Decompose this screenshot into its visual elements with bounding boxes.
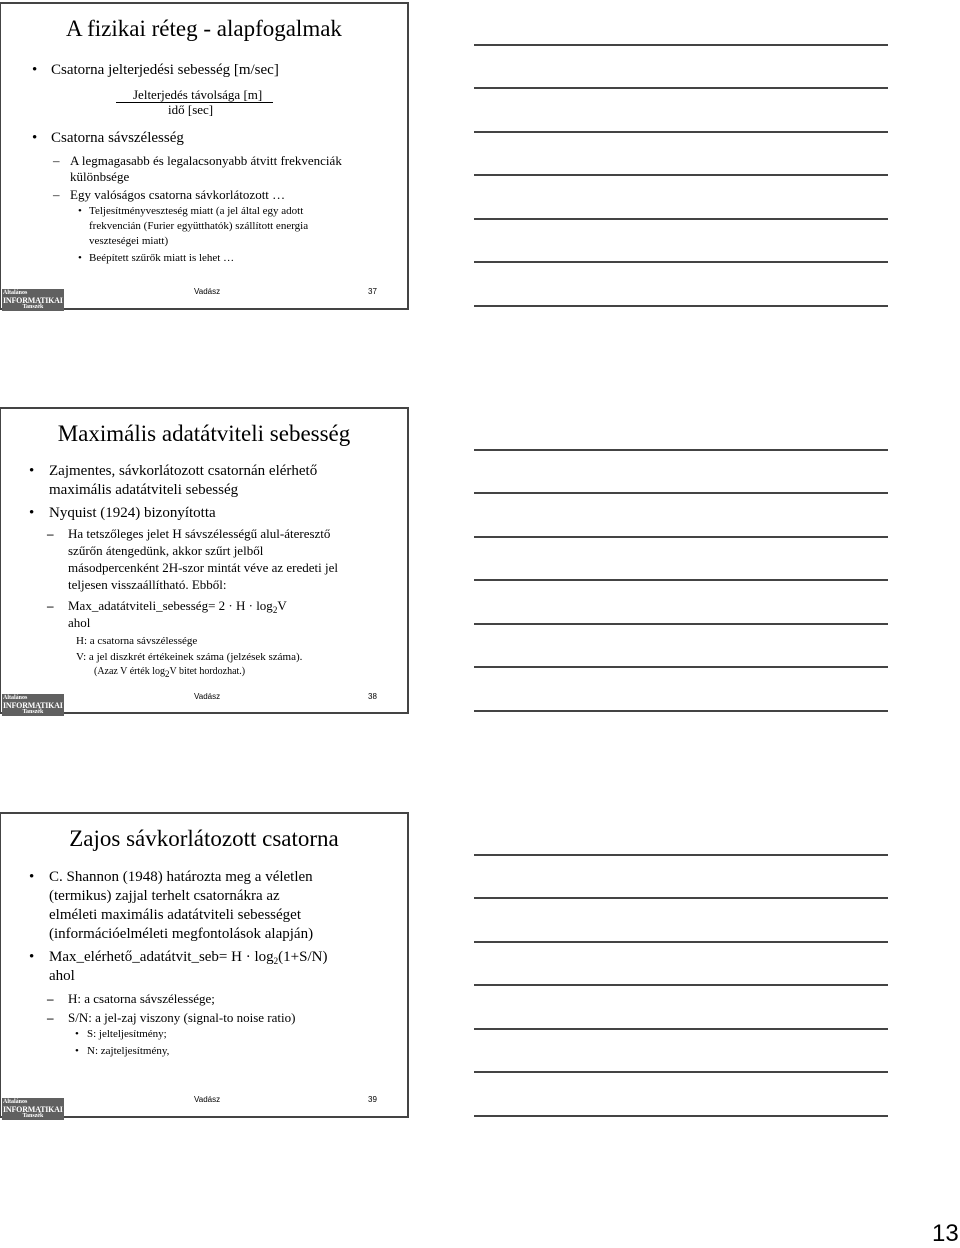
logo-line: INFORMATIKAI — [3, 1105, 63, 1114]
logo-line: INFORMATIKAI — [3, 296, 63, 305]
department-logo — [2, 694, 64, 716]
slide-title: A fizikai réteg - alapfogalmak — [66, 16, 342, 41]
dash-icon: – — [47, 598, 54, 613]
sub-bullet-text: S/N: a jel-zaj viszony (signal-to noise ratio) — [68, 1010, 296, 1025]
department-logo — [2, 289, 64, 311]
note-line — [474, 305, 888, 307]
third-level-text: frekvencián (Furier együtthatók) szállított energia — [89, 220, 309, 232]
dash-icon: – — [47, 991, 54, 1006]
formula-subscript: 2 — [273, 956, 279, 966]
department-logo — [2, 1098, 64, 1120]
note-line — [474, 44, 888, 46]
footer-author: Vadász — [194, 287, 221, 296]
bullet-text: (információelméleti megfontolások alapján) — [49, 926, 314, 942]
notes-lines-3 — [474, 810, 888, 1130]
dash-icon: – — [53, 187, 60, 202]
bullet-icon: • — [78, 252, 82, 264]
bullet-icon: • — [32, 62, 38, 78]
logo-line: Tanszék — [22, 709, 44, 715]
note-line — [474, 941, 888, 943]
bullet-icon: • — [75, 1045, 79, 1057]
logo-line: Általános — [3, 1099, 28, 1105]
note-subscript: 2 — [165, 669, 170, 679]
note-line — [474, 174, 888, 176]
definition-h: H: a csatorna sávszélessége — [76, 635, 198, 647]
dash-icon: – — [53, 153, 60, 168]
sub-bullet-text: szűrőn átengedünk, akkor szűrt jelből — [68, 543, 264, 558]
bullet-icon: • — [75, 1028, 79, 1040]
formula-main: Max_adatátviteli_sebesség= 2 · H · log — [68, 598, 273, 613]
logo-line: Tanszék — [22, 304, 44, 310]
bullet-icon: • — [32, 130, 38, 146]
definition-v: V: a jel diszkrét értékeinek száma (jelzések száma). — [76, 651, 303, 663]
sub-bullet-text: különbsége — [70, 169, 130, 184]
slide-39 — [0, 812, 409, 1118]
third-level-text: S: jelteljesítmény; — [87, 1028, 167, 1040]
slide-37 — [0, 2, 409, 310]
formula-text — [49, 949, 327, 966]
logo-line: Általános — [3, 290, 28, 296]
bullet-icon: • — [29, 463, 35, 479]
note-tail: V bitet hordozhat.) — [169, 666, 246, 677]
notes-lines-1 — [474, 0, 888, 320]
notes-lines-2 — [474, 405, 888, 725]
logo-line: Általános — [3, 695, 28, 701]
slide-38 — [0, 407, 409, 714]
note-line — [474, 536, 888, 538]
bullet-text: maximális adatátviteli sebesség — [49, 482, 239, 498]
ahol-text: ahol — [49, 968, 75, 984]
third-level-text: Teljesítményveszteség miatt (a jel által egy adott — [89, 205, 304, 217]
formula-main: Max_elérhető_adatátvit_seb= H · log — [49, 949, 274, 965]
note-line — [474, 854, 888, 856]
note-line — [474, 492, 888, 494]
ahol-text: ahol — [68, 615, 91, 630]
third-level-text: veszteségei miatt) — [89, 235, 169, 247]
note-line — [474, 1028, 888, 1030]
dash-icon: – — [47, 1010, 54, 1025]
bullet-icon: • — [78, 205, 82, 217]
bullet-icon: • — [29, 505, 35, 521]
bullet-text: Csatorna sávszélesség — [51, 130, 184, 146]
note-line — [474, 897, 888, 899]
third-level-text: Beépített szűrők miatt is lehet … — [89, 252, 235, 264]
slide-number: 37 — [368, 287, 377, 296]
note-line — [474, 1115, 888, 1117]
logo-line: Tanszék — [22, 1113, 44, 1119]
formula-tail: (1+S/N) — [278, 949, 328, 965]
slide-title: Zajos sávkorlátozott csatorna — [69, 826, 339, 851]
slide-number: 38 — [368, 692, 377, 701]
sub-bullet-text: másodpercenként 2H-szor mintát véve az eredeti jel — [68, 560, 338, 575]
sub-bullet-text: A legmagasabb és legalacsonyabb átvitt frekvenciák — [70, 153, 342, 168]
note-line — [474, 666, 888, 668]
sub-bullet-text: H: a csatorna sávszélessége; — [68, 991, 215, 1006]
bullet-text: (termikus) zajjal terhelt csatornákra az — [49, 888, 280, 904]
logo-line: INFORMATIKAI — [3, 701, 63, 710]
note-line — [474, 984, 888, 986]
footer-author: Vadász — [194, 1095, 221, 1104]
note-line — [474, 1071, 888, 1073]
note-line — [474, 623, 888, 625]
note-line — [474, 218, 888, 220]
note-line — [474, 131, 888, 133]
bullet-text: Nyquist (1924) bizonyította — [49, 505, 216, 521]
note-line — [474, 87, 888, 89]
note-line — [474, 710, 888, 712]
formula-text — [68, 598, 287, 614]
page-number: 13 — [932, 1220, 959, 1247]
sub-bullet-text: Ha tetszőleges jelet H sávszélességű alul-áteresztő — [68, 526, 331, 541]
note-text — [94, 666, 245, 677]
footer-author: Vadász — [194, 692, 221, 701]
formula-subscript: 2 — [272, 605, 278, 615]
fraction-denominator: idő [sec] — [168, 102, 214, 117]
bullet-icon: • — [29, 949, 35, 965]
sub-bullet-text: teljesen visszaállítható. Ebből: — [68, 577, 227, 592]
slide-number: 39 — [368, 1095, 377, 1104]
bullet-icon: • — [29, 869, 35, 885]
note-line — [474, 579, 888, 581]
note-line — [474, 449, 888, 451]
sub-bullet-text: Egy valóságos csatorna sávkorlátozott … — [70, 187, 286, 202]
slide-title: Maximális adatátviteli sebesség — [57, 421, 351, 446]
bullet-text: C. Shannon (1948) határozta meg a véletlen — [49, 869, 313, 885]
third-level-text: N: zajteljesítmény, — [87, 1045, 170, 1057]
note-main: (Azaz V érték log — [94, 666, 165, 677]
dash-icon: – — [47, 526, 54, 541]
bullet-text: Zajmentes, sávkorlátozott csatornán elérhető — [49, 463, 318, 479]
bullet-text: Csatorna jelterjedési sebesség [m/sec] — [51, 62, 279, 78]
formula-tail: V — [277, 598, 287, 613]
fraction-numerator: Jelterjedés távolsága [m] — [133, 87, 263, 102]
bullet-text: elméleti maximális adatátviteli sebességet — [49, 907, 301, 923]
note-line — [474, 261, 888, 263]
